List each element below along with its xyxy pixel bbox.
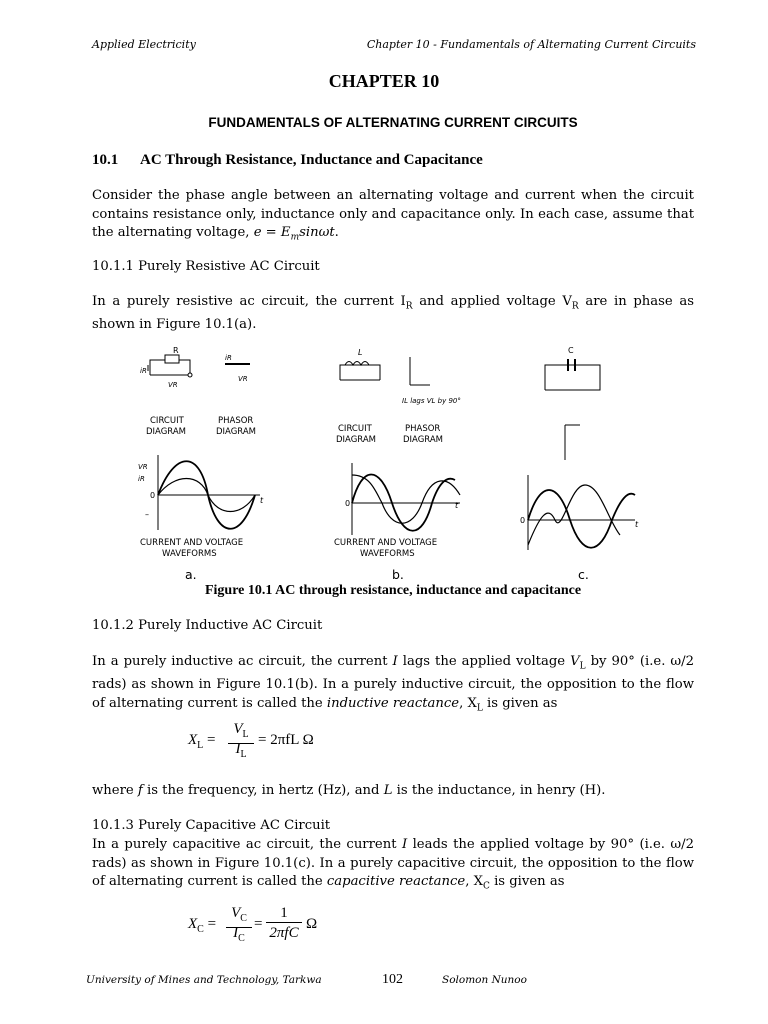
intro-formula-sub: m — [290, 232, 300, 243]
equation-capacitive-eq2: = — [254, 916, 263, 932]
chapter-heading: CHAPTER 10 — [328, 71, 440, 91]
label-phasor-diagram-a: DIAGRAM — [216, 427, 257, 437]
label-wave1-a: CURRENT AND VOLTAGE — [140, 538, 244, 548]
inductive-text-3: by 90° (i.e. ω/2 rads) as shown in Figure 10.1(b). In a purely inductive circuit, the opposition to the flow of alternating current is called the — [92, 654, 695, 711]
label-zero-a: 0 — [150, 491, 156, 500]
eq2-eq: = — [207, 916, 217, 932]
eq1-lhs: X — [188, 732, 198, 748]
label-vr: VR — [168, 381, 178, 389]
label-phasor-b: PHASOR — [405, 424, 441, 434]
inductive-sub-vl: L — [579, 661, 586, 672]
label-zero-b: 0 — [345, 499, 351, 508]
eq1-num-sub: L — [242, 729, 249, 740]
intro-formula-tail: sinωt — [299, 225, 335, 240]
label-minus-a: – — [145, 510, 149, 519]
resistive-sub-ir: R — [405, 301, 413, 312]
intro-paragraph — [92, 187, 694, 247]
equation-capacitive-den — [226, 925, 252, 947]
running-header-left: Applied Electricity — [92, 38, 196, 51]
resistive-paragraph — [92, 293, 694, 335]
label-vr-wave: VR — [138, 463, 148, 471]
equation-inductive-rhs: = 2πfL Ω — [258, 732, 314, 748]
inductive-text-4: , X — [459, 695, 477, 711]
label-t-c: t — [635, 520, 639, 529]
subsection-inductive-title: 10.1.2 Purely Inductive AC Circuit — [92, 618, 323, 633]
where-f: f — [137, 783, 143, 798]
resistive-sub-vr: R — [571, 301, 579, 312]
capacitive-text-1: In a purely capacitive ac circuit, the current — [92, 837, 402, 852]
label-phasor-a: PHASOR — [218, 416, 254, 426]
resistive-text-3: are in phase as shown in Figure 10.1(a). — [92, 294, 694, 333]
label-note-b: IL lags VL by 90° — [402, 397, 461, 405]
resistive-waveform — [158, 455, 260, 530]
label-wave2-a: WAVEFORMS — [162, 549, 217, 559]
chapter-title: FUNDAMENTALS OF ALTERNATING CURRENT CIRCUITS — [208, 115, 578, 130]
inductive-circuit-diagram — [340, 357, 430, 385]
section-heading — [92, 152, 483, 169]
label-ir-phasor: iR — [225, 354, 232, 362]
label-l: L — [358, 348, 363, 357]
label-r: R — [173, 346, 179, 355]
panel-label-c: c. — [578, 567, 589, 582]
equation-capacitive-den2: 2πfC — [269, 925, 299, 941]
panel-label-a: a. — [185, 567, 197, 582]
label-t-b: t — [455, 501, 459, 510]
eq2-den-sub: C — [238, 933, 245, 944]
label-wave1-b: CURRENT AND VOLTAGE — [334, 538, 438, 548]
capacitive-text-2: leads the applied voltage by 90° (i.e. ω/2 rads) as shown in Figure 10.1(c). In a purely capacitive circuit, the opposition to the flow of alternating current is called the — [92, 837, 694, 889]
eq1-eq: = — [207, 732, 216, 748]
capacitive-waveform — [528, 475, 635, 550]
running-header-right: Chapter 10 - Fundamentals of Alternating Current Circuits — [366, 38, 696, 51]
capacitive-paragraph — [92, 836, 694, 896]
label-phasor-diagram-b: DIAGRAM — [403, 435, 444, 445]
label-zero-c: 0 — [520, 516, 526, 525]
eq2-den: I — [233, 925, 239, 941]
label-diagram-b: DIAGRAM — [336, 435, 377, 445]
equation-capacitive-lhs — [188, 916, 216, 935]
inductive-paragraph — [92, 653, 694, 718]
label-circuit-a: CIRCUIT — [150, 416, 184, 426]
capacitive-text-3: , X — [465, 874, 483, 889]
inductive-text-1: In a purely inductive ac circuit, the current — [92, 654, 393, 669]
eq1-den: I — [235, 741, 241, 757]
capacitive-term: capacitive reactance — [326, 874, 466, 889]
where-text-3: is the inductance, in henry (H). — [392, 783, 606, 798]
footer-left: University of Mines and Technology, Tarkwa — [86, 974, 322, 986]
capacitive-text-4: is given as — [489, 874, 565, 889]
eq1-lhs-sub: L — [197, 740, 204, 751]
where-paragraph — [92, 782, 694, 801]
figure-caption: Figure 10.1 AC through resistance, inductance and capacitance — [204, 583, 582, 598]
section-title: AC Through Resistance, Inductance and Capacitance — [140, 152, 483, 168]
label-ir-wave: iR — [138, 475, 145, 483]
label-t-a: t — [260, 496, 264, 505]
label-vr-phasor: VR — [238, 375, 248, 383]
section-number: 10.1 — [92, 152, 119, 168]
where-text-1: where — [92, 783, 138, 798]
eq1-num: V — [233, 721, 243, 737]
footer-right: Solomon Nunoo — [442, 974, 527, 986]
equation-inductive-lhs — [188, 732, 216, 751]
equation-capacitive-omega: Ω — [306, 916, 318, 932]
intro-end: . — [334, 225, 339, 240]
capacitive-i: I — [401, 837, 408, 852]
eq2-lhs: X — [188, 916, 198, 932]
subsection-capacitive-title: 10.1.3 Purely Capacitive AC Circuit — [92, 818, 331, 833]
equation-inductive-den — [228, 741, 254, 763]
panel-label-b: b. — [392, 567, 404, 582]
label-diagram-a: DIAGRAM — [146, 427, 187, 437]
inductive-text-5: is given as — [482, 695, 558, 711]
intro-formula: e = E — [253, 225, 291, 240]
page-number: 102 — [382, 972, 403, 987]
where-l: L — [383, 783, 393, 798]
where-text-2: is the frequency, in hertz (Hz), and — [142, 783, 384, 798]
capacitive-sub-xc: C — [482, 881, 490, 892]
inductive-term: inductive reactance — [326, 695, 460, 711]
inductive-sub-xl: L — [476, 703, 483, 714]
eq2-lhs-sub: C — [197, 924, 204, 935]
figure-10-1 — [130, 345, 650, 585]
label-wave2-b: WAVEFORMS — [360, 549, 415, 559]
resistive-text-2: and applied voltage V — [412, 294, 572, 309]
inductive-waveform — [352, 463, 460, 535]
inductive-v: V — [570, 654, 580, 669]
inductive-i: I — [392, 654, 398, 669]
capacitive-circuit-diagram — [545, 359, 600, 460]
eq2-num: V — [231, 905, 241, 921]
eq1-den-sub: L — [240, 749, 247, 760]
label-ir: iR — [140, 367, 147, 375]
resistive-circuit-diagram — [148, 355, 250, 377]
equation-capacitive-num2: 1 — [266, 905, 302, 923]
eq2-num-sub: C — [240, 913, 247, 924]
intro-text: Consider the phase angle between an alternating voltage and current when the circuit contains resistance only, inductance only and capacitance only. In each case, assume that the alternating voltage, — [92, 188, 694, 240]
inductive-text-2: lags the applied voltage — [397, 654, 571, 669]
subsection-resistive-title: 10.1.1 Purely Resistive AC Circuit — [92, 259, 320, 274]
label-c: C — [568, 346, 574, 355]
label-circuit-b: CIRCUIT — [338, 424, 372, 434]
resistive-text-1: In a purely resistive ac circuit, the current I — [92, 294, 406, 309]
